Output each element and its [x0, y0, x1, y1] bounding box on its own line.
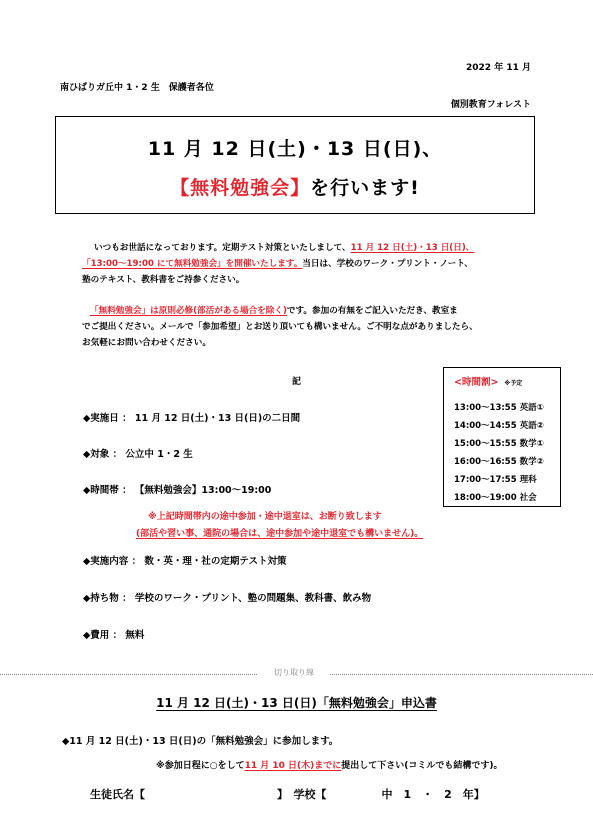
intro-date-highlight: 11 月 12 日(土)・13 日(日)、: [350, 243, 475, 253]
schedule-row: 17:00～17:55 理科: [454, 475, 537, 485]
detail-note1: ※上記時間帯内の途中参加・途中退室は、お断り致します: [148, 512, 382, 522]
schedule-title: <時間割> ※予定: [454, 377, 523, 388]
intro-paragraph: [82, 240, 552, 288]
schedule-row: 16:00～16:55 数学②: [454, 457, 544, 467]
schedule-row: 18:00～19:00 社会: [454, 493, 537, 503]
intro-text-d: 当日は、学校のワーク・プリント・ノート、: [302, 259, 473, 269]
intro-text-a: いつもお世話になっております。定期テスト対策といたしまして、: [94, 243, 351, 253]
addressee: 南ひばりガ丘中 1・2 生 保護者各位: [60, 83, 214, 93]
intro-text-e: 塾のテキスト、教科書をご持参ください。: [82, 275, 245, 285]
schedule-row: 14:00～14:55 英語②: [454, 421, 544, 431]
policy-highlight: 「無料勉強会」は原則必修(部活がある場合を除く): [90, 306, 287, 316]
schedule-row: 13:00～13:55 英語①: [454, 403, 544, 413]
application-deadline: ※参加日程に○をして11 月 10 日(木)までに提出して下さい(コミルでも結構です)。: [156, 761, 503, 771]
detail-target: ◆対象 ： 公立中 1・2 生: [83, 449, 193, 460]
policy-text-d: お気軽にお問い合わせください。: [82, 338, 211, 348]
document-date: 2022 年 11 月: [466, 63, 531, 73]
sender: 個別教育フォレスト: [450, 100, 531, 110]
detail-time: ◆時間帯 ： 【無料勉強会】13:00～19:00: [83, 485, 272, 496]
cut-line-label: 切り取り線: [258, 667, 330, 678]
title-line2: [56, 173, 534, 200]
intro-time-highlight: 「13:00～19:00 にて無料勉強会」を開催いたします。: [82, 259, 303, 269]
policy-text-b: です。参加の有無をご記入いただき、教室ま: [286, 306, 458, 316]
application-statement: ◆11 月 12 日(土)・13 日(日)の「無料勉強会」に参加します。: [62, 736, 339, 747]
title-line1: 11 月 12 日(土)・13 日(日)、: [147, 138, 443, 160]
detail-note2: (部活や習い事、通院の場合は、途中参加や途中退室でも構いません)。: [136, 529, 424, 539]
detail-items: ◆持ち物 ： 学校のワーク・プリント、塾の問題集、教科書、飲み物: [83, 593, 372, 604]
policy-text-c: でご提出ください。メールで「参加希望」とお送り頂いても構いません。ご不明な点がありましたら、: [82, 322, 478, 332]
title-action: を行います!: [310, 177, 420, 199]
schedule-row: 15:00～15:55 数学①: [454, 439, 544, 449]
title-box: [55, 116, 535, 214]
application-title: 11 月 12 日(土)・13 日(日)「無料勉強会」申込書: [156, 696, 437, 710]
detail-fee: ◆費用 ： 無料: [83, 630, 145, 641]
deadline-highlight: 11 月 10 日(木)までに: [244, 761, 342, 771]
detail-content: ◆実施内容 ： 数・英・理・社の定期テスト対策: [83, 556, 287, 567]
ki-heading: 記: [292, 377, 302, 387]
policy-paragraph: [82, 303, 552, 351]
detail-date: ◆実施日 ： 11 月 12 日(土)・13 日(日)の二日間: [83, 413, 301, 424]
student-info-field[interactable]: 生徒氏名【 】 学校【 中 1 ・ 2 年】: [90, 788, 485, 801]
title-event-name: 【無料勉強会】: [170, 177, 311, 199]
schedule-box: [443, 367, 561, 507]
